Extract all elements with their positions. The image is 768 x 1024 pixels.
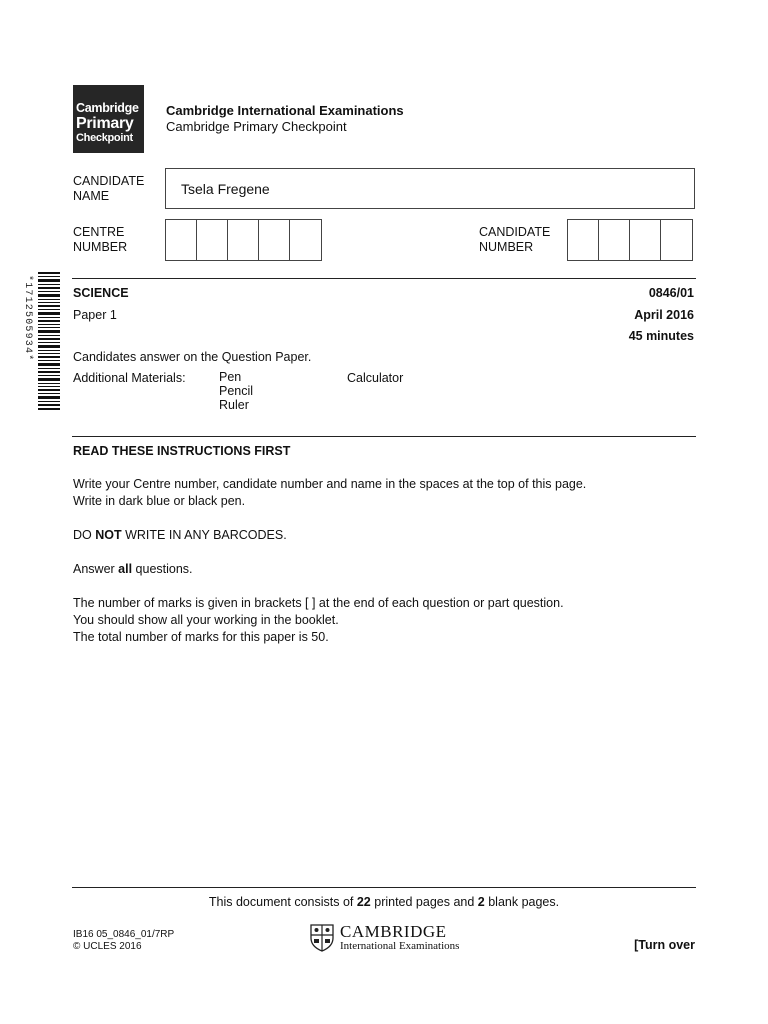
instruction-text: WRITE IN ANY BARCODES. bbox=[121, 528, 287, 542]
candidate-name-label-line1: CANDIDATE bbox=[73, 174, 145, 188]
instruction-line: Write your Centre number, candidate number and name in the spaces at the top of this page. bbox=[73, 477, 587, 491]
instruction-answer bbox=[73, 561, 193, 578]
instruction-text: Answer bbox=[73, 562, 119, 576]
footer-text: printed pages and bbox=[370, 895, 478, 909]
paper-number: Paper 1 bbox=[73, 308, 117, 322]
material-item: Pencil bbox=[219, 384, 254, 398]
copyright: © UCLES 2016 bbox=[73, 941, 142, 952]
centre-number-cell[interactable] bbox=[259, 220, 290, 260]
barcode-number: *1712505934* bbox=[22, 275, 33, 362]
instruction-line: You should show all your working in the booklet. bbox=[73, 613, 339, 627]
cambridge-subtitle: International Examinations bbox=[340, 940, 460, 952]
centre-number-label-line1: CENTRE bbox=[73, 225, 125, 239]
material-item: Pen bbox=[219, 370, 242, 384]
instruction-text: questions. bbox=[132, 562, 193, 576]
org-name: Cambridge International Examinations bbox=[166, 103, 404, 118]
candidate-number-cell[interactable] bbox=[599, 220, 630, 260]
candidate-number-cell[interactable] bbox=[630, 220, 661, 260]
footer-text: This document consists of bbox=[208, 895, 357, 909]
paper-code: 0846/01 bbox=[648, 286, 694, 300]
blank-pages-count: 2 bbox=[477, 895, 485, 909]
crest-icon bbox=[310, 924, 334, 952]
barcode bbox=[38, 272, 60, 410]
centre-number-cell[interactable] bbox=[166, 220, 197, 260]
divider bbox=[72, 278, 696, 279]
page-count-note bbox=[72, 894, 696, 911]
divider bbox=[72, 436, 696, 437]
material-item: Ruler bbox=[219, 398, 249, 412]
candidate-number-label-line2: NUMBER bbox=[479, 240, 534, 254]
centre-number-label bbox=[73, 225, 127, 255]
candidate-number-label-line1: CANDIDATE bbox=[479, 225, 551, 239]
candidate-number-cell[interactable] bbox=[568, 220, 599, 260]
materials-label: Additional Materials: bbox=[73, 371, 186, 385]
logo-line-1: Cambridge bbox=[76, 101, 139, 115]
instructions-heading: READ THESE INSTRUCTIONS FIRST bbox=[73, 444, 291, 458]
instruction-emphasis: NOT bbox=[95, 528, 122, 542]
centre-number-cell[interactable] bbox=[290, 220, 321, 260]
candidate-number-cell[interactable] bbox=[661, 220, 692, 260]
exam-date: April 2016 bbox=[634, 308, 694, 322]
centre-number-cell[interactable] bbox=[228, 220, 259, 260]
material-extra: Calculator bbox=[347, 371, 404, 385]
subject-title: SCIENCE bbox=[73, 286, 129, 300]
footer-text: blank pages. bbox=[484, 895, 560, 909]
candidate-name-label bbox=[73, 174, 144, 204]
footer-ref-block bbox=[73, 929, 174, 953]
materials-list bbox=[219, 370, 253, 412]
instruction-text: DO bbox=[73, 528, 96, 542]
checkpoint-logo bbox=[73, 85, 144, 153]
candidate-name-label-line2: NAME bbox=[73, 189, 110, 203]
printed-pages-count: 22 bbox=[356, 895, 371, 909]
centre-number-label-line2: NUMBER bbox=[73, 240, 128, 254]
cambridge-wordmark: CAMBRIDGE bbox=[340, 922, 447, 941]
document-reference: IB16 05_0846_01/7RP bbox=[73, 929, 175, 940]
instruction-barcodes bbox=[73, 527, 287, 544]
candidate-name-value: Tsela Fregene bbox=[181, 181, 270, 197]
centre-number-cell[interactable] bbox=[197, 220, 228, 260]
centre-number-field[interactable] bbox=[165, 219, 322, 261]
candidate-number-field[interactable] bbox=[567, 219, 693, 261]
exam-duration: 45 minutes bbox=[628, 329, 694, 343]
org-subtitle: Cambridge Primary Checkpoint bbox=[166, 119, 347, 134]
candidate-number-label bbox=[479, 225, 550, 255]
instruction-line: The total number of marks for this paper is 50. bbox=[73, 630, 329, 644]
logo-line-2: Primary bbox=[76, 115, 134, 132]
turn-over: [Turn over bbox=[634, 938, 695, 952]
instruction-line: The number of marks is given in brackets [ ] at the end of each question or part question. bbox=[73, 596, 564, 610]
logo-line-3: Checkpoint bbox=[76, 132, 133, 144]
instruction-emphasis: all bbox=[118, 562, 133, 576]
instruction-line: Write in dark blue or black pen. bbox=[73, 494, 246, 508]
divider bbox=[72, 887, 696, 888]
answer-note: Candidates answer on the Question Paper. bbox=[73, 350, 312, 364]
